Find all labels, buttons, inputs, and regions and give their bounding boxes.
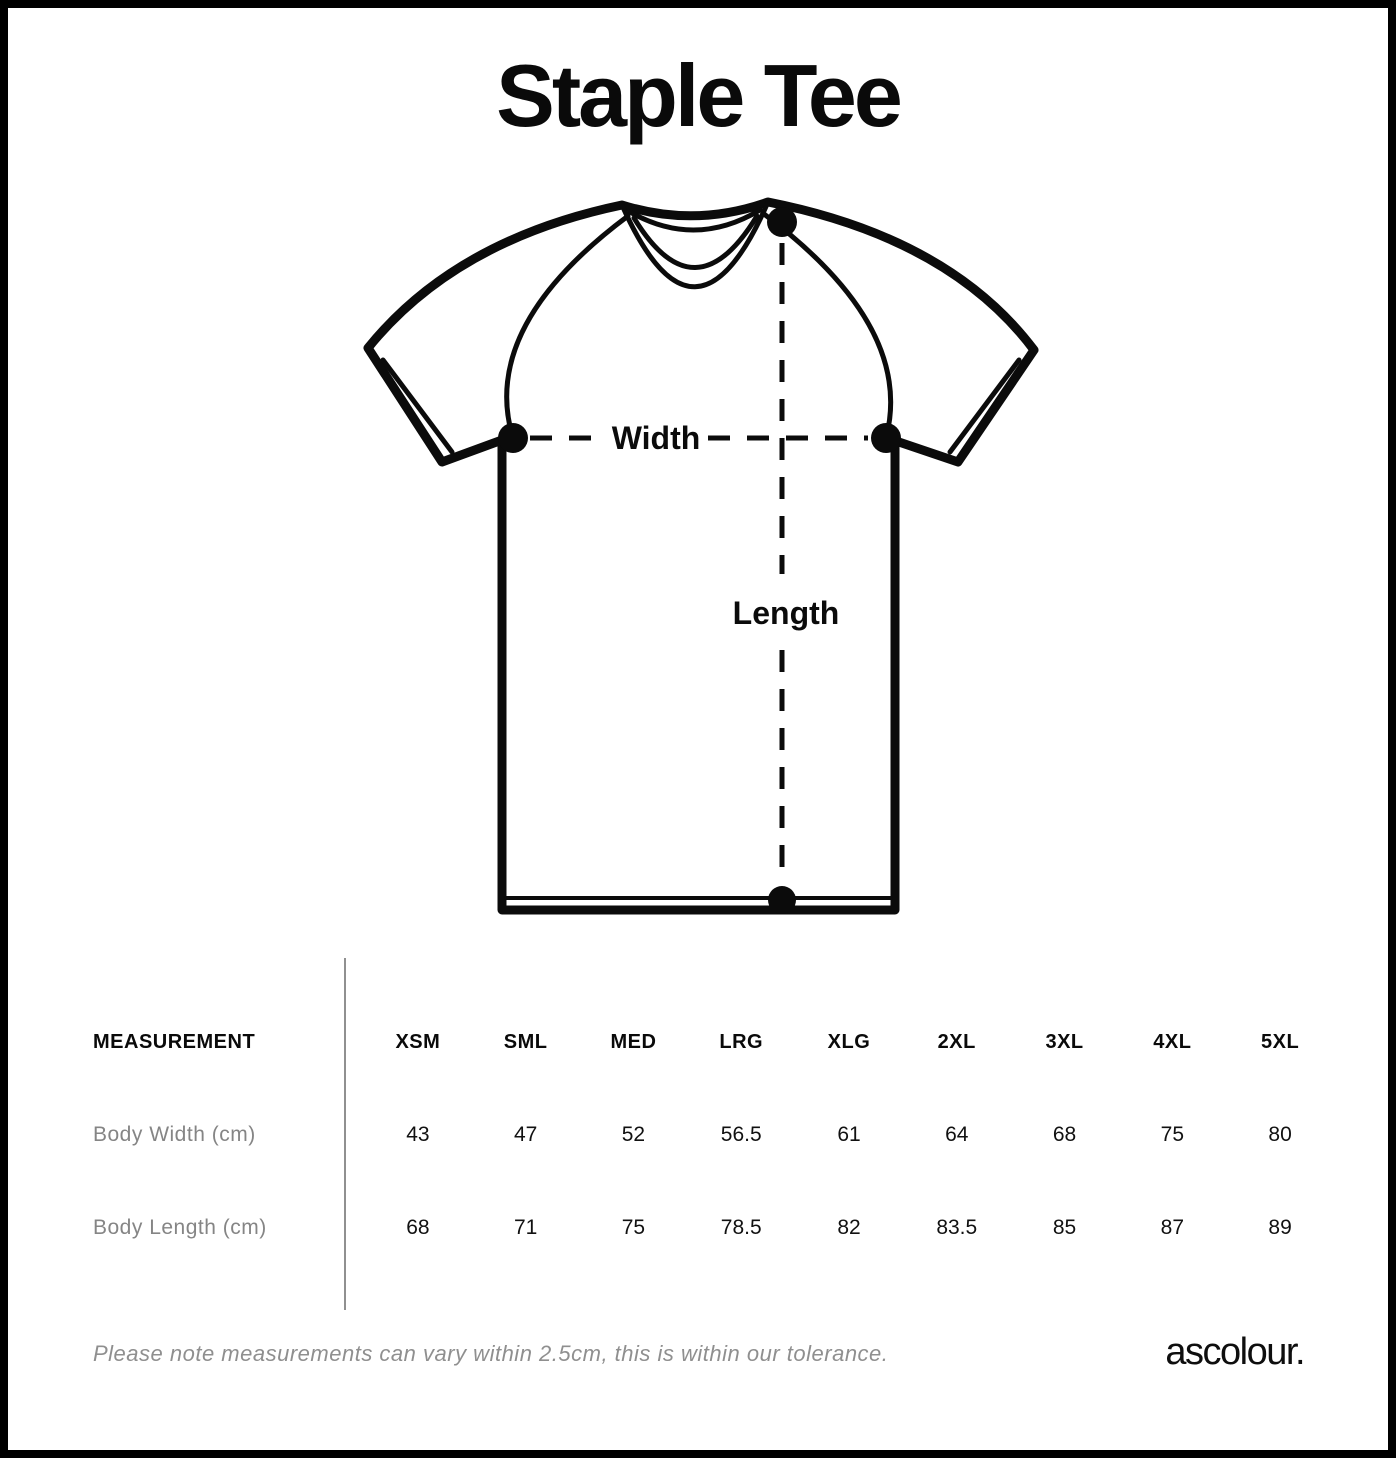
size-column-header: LRG (719, 1031, 764, 1053)
size-value-cell: 52 (621, 1123, 646, 1146)
left-armpit-measure-dot (498, 423, 528, 453)
size-value-cell: 75 (621, 1216, 646, 1239)
body-width-row-label: Body Width (cm) (93, 1123, 256, 1146)
size-value-cell: 68 (1052, 1123, 1077, 1146)
tshirt-diagram (340, 185, 1070, 925)
width-label: Width (611, 420, 701, 456)
size-value-cell: 56.5 (720, 1123, 762, 1146)
size-value-cell: 82 (837, 1216, 861, 1239)
size-value-cell: 85 (1052, 1216, 1077, 1239)
size-column-header: 2XL (937, 1031, 976, 1053)
size-value-cell: 61 (837, 1123, 861, 1146)
size-value-cell: 83.5 (936, 1216, 978, 1239)
size-value-cell: 87 (1160, 1216, 1184, 1239)
size-column-header: XLG (827, 1031, 871, 1053)
size-value-cell: 43 (406, 1123, 430, 1146)
length-label: Length (732, 595, 840, 631)
size-header-row (364, 1027, 1334, 1057)
tshirt-outline (368, 202, 1034, 910)
size-column-header: 4XL (1153, 1031, 1192, 1053)
size-column-header: SML (503, 1031, 548, 1053)
tolerance-note: Please note measurements can vary within 2.5cm, this is within our tolerance. (93, 1341, 889, 1366)
size-column-header: 3XL (1045, 1031, 1084, 1053)
size-value-cell: 64 (945, 1123, 969, 1146)
right-armpit-measure-dot (871, 423, 901, 453)
size-value-cell: 68 (406, 1216, 430, 1239)
size-column-header: XSM (395, 1031, 441, 1053)
brand-logo: ascolour. (1165, 1331, 1304, 1373)
size-value-cell: 89 (1268, 1216, 1292, 1239)
body-length-row-label: Body Length (cm) (93, 1216, 267, 1239)
size-value-cell: 80 (1268, 1123, 1292, 1146)
measurement-column-header: MEASUREMENT (93, 1031, 256, 1053)
size-value-cell: 71 (513, 1216, 538, 1239)
neck-measure-dot (767, 207, 797, 237)
size-value-cell: 47 (513, 1123, 538, 1146)
size-value-cell: 78.5 (720, 1216, 762, 1239)
size-value-cell: 75 (1160, 1123, 1184, 1146)
page-title: Staple Tee (496, 46, 900, 145)
body-length-value-row (364, 1213, 1334, 1243)
hem-measure-dot (768, 886, 796, 914)
body-width-value-row (364, 1120, 1334, 1150)
size-column-header: 5XL (1261, 1031, 1300, 1053)
size-column-header: MED (610, 1031, 657, 1053)
table-divider-line (344, 958, 346, 1310)
